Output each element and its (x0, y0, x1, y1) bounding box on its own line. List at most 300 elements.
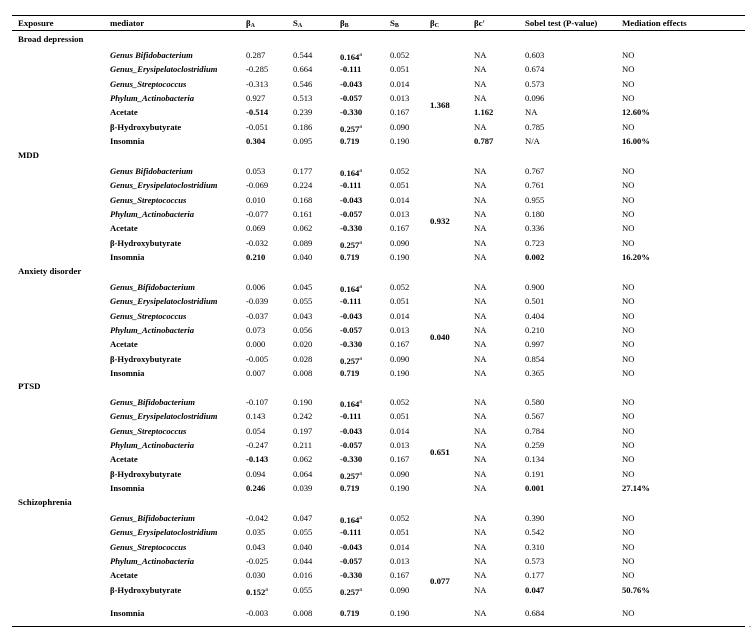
s-a-cell-value: 0.040 (293, 541, 313, 552)
beta-b-cell-value: -0.111 (340, 180, 362, 191)
beta-a-cell-value: -0.042 (246, 513, 269, 523)
s-a-cell-value: 0.008 (293, 368, 313, 379)
mediator-cell (110, 77, 186, 91)
s-a-cell (293, 91, 312, 105)
s-a-cell (293, 606, 312, 620)
s-b-cell (390, 438, 409, 452)
mediator-cell (110, 554, 194, 568)
effect-cell-value: NO (622, 121, 635, 132)
beta-c-prime-cell-value: NA (474, 339, 487, 350)
sobel-cell (525, 294, 544, 308)
effect-cell-value: NO (622, 570, 635, 581)
beta-c-prime-cell (474, 48, 486, 62)
s-b-cell (390, 309, 409, 323)
mediator-cell (110, 309, 186, 323)
effect-cell-value: NO (622, 397, 635, 407)
effect-cell-value: 50.76% (622, 584, 650, 595)
beta-c-prime-cell (474, 280, 486, 294)
beta-c-prime-cell (474, 366, 486, 380)
s-a-cell-value: 0.008 (293, 608, 313, 619)
s-b-cell-value: 0.014 (390, 194, 410, 205)
effect-cell-value: NO (622, 209, 635, 220)
beta-c-prime-cell-value: 0.787 (474, 136, 494, 147)
beta-a-cell-value: -0.247 (246, 440, 269, 451)
mediator-cell-value: Insomnia (110, 483, 145, 494)
effect-cell-value: NO (622, 608, 635, 619)
mediator-cell (110, 511, 195, 525)
table-row (12, 511, 745, 525)
table-row (12, 337, 745, 351)
mediator-cell-value: Genus_Streptococcus (110, 78, 187, 89)
beta-b-cell (340, 424, 362, 438)
effect-cell-value: NO (622, 237, 635, 248)
s-b-cell-value: 0.190 (390, 136, 410, 147)
s-b-cell (390, 120, 409, 134)
s-a-cell (293, 62, 312, 76)
beta-a-cell (246, 309, 268, 323)
sobel-cell-value: 0.047 (525, 584, 545, 595)
sobel-cell (525, 452, 544, 466)
effect-cell-value: NO (622, 223, 635, 234)
s-b-cell (390, 395, 409, 409)
sobel-cell (525, 606, 544, 620)
sobel-cell (525, 91, 544, 105)
effect-cell (622, 583, 650, 597)
beta-c-prime-cell (474, 409, 486, 423)
table-bottom-rule (12, 626, 745, 627)
effect-cell-value: NO (622, 282, 635, 292)
s-a-cell (293, 525, 312, 539)
effect-cell (622, 352, 634, 366)
beta-c-prime-cell-value: NA (474, 93, 487, 104)
footnote-marker: a (359, 355, 363, 362)
effect-cell (622, 467, 634, 481)
beta-b-cell (340, 525, 361, 539)
sobel-cell (525, 120, 544, 134)
beta-c-prime-cell (474, 568, 486, 582)
s-a-cell (293, 193, 312, 207)
beta-c-prime-cell (474, 193, 486, 207)
beta-c-prime-cell (474, 525, 486, 539)
sobel-cell-value: 0.785 (525, 121, 545, 132)
sobel-cell (525, 250, 544, 264)
s-a-cell-value: 0.056 (293, 325, 313, 336)
effect-cell (622, 164, 634, 178)
beta-b-cell-value: 0.719 (340, 252, 360, 263)
beta-b-cell (340, 366, 359, 380)
beta-c-prime-cell-value: NA (474, 527, 487, 538)
group-title: PTSD (18, 381, 41, 391)
beta-a-cell (246, 424, 265, 438)
beta-b-cell (340, 91, 362, 105)
sobel-cell (525, 62, 544, 76)
mediator-cell-value: Genus_Bifidobacterium (110, 513, 195, 523)
sobel-cell-value: 0.854 (525, 353, 545, 364)
sobel-cell (525, 236, 544, 250)
table-row (12, 309, 745, 323)
mediator-cell-value: Phylum_Actinobacteria (110, 556, 195, 567)
beta-b-cell (340, 105, 362, 119)
s-b-cell-value: 0.167 (390, 339, 410, 350)
s-b-cell-value: 0.052 (390, 397, 410, 407)
beta-b-cell-value: 0.257 (340, 470, 360, 481)
effect-cell (622, 105, 650, 119)
table-row (12, 554, 745, 568)
s-b-cell (390, 467, 409, 481)
table-row (12, 606, 745, 620)
beta-b-cell-value: -0.111 (340, 527, 362, 538)
effect-cell (622, 294, 634, 308)
s-a-cell (293, 48, 312, 62)
beta-c-prime-cell (474, 606, 486, 620)
beta-a-cell-value: -0.039 (246, 296, 269, 307)
beta-b-cell-value: -0.111 (340, 296, 362, 307)
s-a-cell (293, 424, 312, 438)
beta-c-prime-cell (474, 77, 486, 91)
beta-a-cell (246, 236, 268, 250)
s-b-cell-value: 0.014 (390, 541, 410, 552)
beta-c-prime-cell (474, 105, 493, 119)
beta-b-cell (340, 250, 359, 264)
sobel-cell (525, 337, 544, 351)
sobel-cell-value: 0.674 (525, 64, 545, 75)
beta-c-prime-cell-value: NA (474, 454, 487, 465)
beta-c-prime-cell (474, 250, 486, 264)
mediator-cell-value: Acetate (110, 570, 138, 581)
table-top-rule (12, 15, 745, 16)
mediator-cell-value: Acetate (110, 223, 138, 234)
s-b-cell-value: 0.167 (390, 454, 410, 465)
beta-c-prime-cell-value: NA (474, 570, 487, 581)
beta-a-cell-value: 0.007 (246, 368, 266, 379)
beta-c-prime-cell-value: NA (474, 608, 487, 619)
beta-c-value: 0.651 (430, 447, 450, 458)
table-row (12, 62, 745, 76)
header-s-b: $S_B$ (390, 18, 399, 29)
table-row (12, 467, 745, 481)
beta-a-cell-value: 0.053 (246, 166, 266, 176)
sobel-cell-value: 0.365 (525, 368, 545, 379)
footnote-marker: a (359, 239, 363, 246)
s-b-cell-value: 0.052 (390, 513, 410, 523)
effect-cell (622, 250, 650, 264)
beta-c-prime-cell (474, 481, 486, 495)
beta-c-prime-cell-value: NA (474, 483, 487, 494)
beta-c-prime-cell (474, 294, 486, 308)
sobel-cell-value: 0.210 (525, 325, 545, 336)
effect-cell (622, 452, 634, 466)
effect-cell (622, 424, 634, 438)
effect-cell (622, 91, 634, 105)
sobel-cell (525, 207, 544, 221)
s-a-cell (293, 583, 312, 597)
sobel-cell-value: 0.573 (525, 78, 545, 89)
effect-cell-value: NO (622, 411, 635, 422)
beta-b-cell (340, 337, 362, 351)
effect-cell-value: NO (622, 166, 635, 176)
beta-a-cell-value: 0.035 (246, 527, 266, 538)
sobel-cell-value: 0.603 (525, 50, 545, 60)
s-a-cell (293, 366, 312, 380)
s-a-cell (293, 511, 312, 525)
s-b-cell-value: 0.013 (390, 209, 410, 220)
beta-c-prime-cell-value: NA (474, 440, 487, 451)
table-row (12, 164, 745, 178)
effect-cell (622, 193, 634, 207)
mediator-cell (110, 568, 138, 582)
s-a-cell (293, 568, 312, 582)
s-a-cell (293, 540, 312, 554)
beta-a-cell (246, 77, 268, 91)
beta-a-cell (246, 280, 265, 294)
effect-cell-value: NO (622, 468, 635, 479)
beta-c-prime-cell (474, 221, 486, 235)
mediator-cell-value: β-Hydroxybutyrate (110, 121, 182, 132)
s-b-cell-value: 0.052 (390, 50, 410, 60)
s-a-cell-value: 0.064 (293, 468, 313, 479)
effect-cell (622, 236, 634, 250)
sobel-cell-value: NA (525, 107, 538, 118)
mediator-cell (110, 193, 186, 207)
beta-c-prime-cell-value: NA (474, 194, 487, 205)
sobel-cell (525, 554, 544, 568)
beta-c-prime-cell (474, 352, 486, 366)
mediator-cell-value: Genus Bifidobacterium (110, 50, 193, 60)
effect-cell (622, 525, 634, 539)
s-b-cell (390, 134, 409, 148)
sobel-cell-value: 0.573 (525, 556, 545, 567)
beta-c-value: 0.077 (430, 576, 450, 587)
s-a-cell (293, 221, 312, 235)
beta-a-cell-value: 0.054 (246, 425, 266, 436)
beta-a-cell (246, 606, 268, 620)
s-b-cell (390, 62, 409, 76)
mediator-cell (110, 337, 138, 351)
beta-a-cell-value: 0.010 (246, 194, 266, 205)
sobel-cell-value: 0.567 (525, 411, 545, 422)
beta-a-cell-value: 0.210 (246, 252, 266, 263)
s-b-cell-value: 0.167 (390, 570, 410, 581)
table-row (12, 48, 745, 62)
mediator-cell (110, 221, 138, 235)
s-a-cell (293, 294, 312, 308)
beta-a-cell (246, 164, 265, 178)
effect-cell (622, 337, 634, 351)
sobel-cell (525, 221, 544, 235)
beta-c-prime-cell (474, 583, 486, 597)
beta-a-cell-value: 0.246 (246, 483, 266, 494)
s-a-cell (293, 236, 312, 250)
effect-cell-value: NO (622, 93, 635, 104)
beta-b-cell (340, 207, 362, 221)
s-a-cell-value: 0.089 (293, 237, 313, 248)
effect-cell (622, 323, 634, 337)
beta-c-value: 0.040 (430, 332, 450, 343)
beta-b-cell-value: 0.164 (340, 284, 360, 294)
mediator-cell-value: β-Hydroxybutyrate (110, 353, 182, 364)
beta-b-cell-value: 0.719 (340, 608, 360, 619)
footnote-marker: a (359, 399, 363, 405)
effect-cell-value: NO (622, 50, 635, 60)
mediator-cell (110, 250, 144, 264)
beta-a-cell (246, 481, 265, 495)
beta-c-prime-cell-value: NA (474, 411, 487, 422)
table-row (12, 193, 745, 207)
s-a-cell-value: 0.020 (293, 339, 313, 350)
beta-a-cell-value: -0.285 (246, 64, 269, 75)
mediator-cell-value: Genus_Erysipelatoclostridium (110, 411, 218, 422)
s-a-cell-value: 0.040 (293, 252, 313, 263)
s-b-cell (390, 352, 409, 366)
sobel-cell-value: 0.002 (525, 252, 545, 263)
beta-c-prime-cell-value: NA (474, 282, 487, 292)
mediator-cell (110, 395, 195, 409)
beta-b-cell-value: -0.330 (340, 570, 363, 581)
table-row (12, 409, 745, 423)
effect-cell-value: NO (622, 78, 635, 89)
beta-a-cell-value: -0.025 (246, 556, 269, 567)
header-effects: Mediation effects (622, 18, 687, 28)
sobel-cell (525, 583, 544, 597)
mediator-cell-value: Phylum_Actinobacteria (110, 93, 195, 104)
s-a-cell (293, 452, 312, 466)
table-row (12, 395, 745, 409)
group-title: Anxiety disorder (18, 266, 82, 276)
beta-c-prime-cell-value: NA (474, 556, 487, 567)
effect-cell (622, 120, 634, 134)
sobel-cell-value: 0.177 (525, 570, 545, 581)
s-b-cell (390, 164, 409, 178)
sobel-cell (525, 323, 544, 337)
beta-c-prime-cell-value: NA (474, 252, 487, 263)
beta-a-cell (246, 221, 265, 235)
effect-cell (622, 409, 634, 423)
beta-b-cell (340, 554, 362, 568)
sobel-cell (525, 309, 544, 323)
table-row (12, 540, 745, 554)
s-b-cell (390, 48, 409, 62)
sobel-cell (525, 193, 544, 207)
s-b-cell-value: 0.090 (390, 237, 410, 248)
s-a-cell-value: 0.045 (293, 282, 313, 292)
s-b-cell-value: 0.052 (390, 282, 410, 292)
beta-a-cell (246, 193, 265, 207)
mediator-cell-value: Acetate (110, 339, 138, 350)
effect-cell-value: NO (622, 527, 635, 538)
effect-cell-value: NO (622, 425, 635, 436)
effect-cell (622, 438, 634, 452)
sobel-cell-value: 0.723 (525, 237, 545, 248)
sobel-cell-value: 0.001 (525, 483, 545, 494)
sobel-cell-value: 0.390 (525, 513, 545, 523)
s-a-cell (293, 134, 312, 148)
beta-a-cell (246, 178, 268, 192)
beta-b-cell-value: 0.719 (340, 136, 360, 147)
mediator-cell-value: Genus_Erysipelatoclostridium (110, 64, 218, 75)
mediator-cell (110, 91, 194, 105)
s-a-cell-value: 0.546 (293, 78, 313, 89)
beta-c-prime-cell-value: NA (474, 513, 487, 523)
effect-cell-value: 16.20% (622, 252, 650, 263)
sobel-cell-value: 0.767 (525, 166, 545, 176)
mediator-cell-value: Genus Bifidobacterium (110, 166, 193, 176)
beta-b-cell (340, 193, 362, 207)
sobel-cell-value: 0.404 (525, 310, 545, 321)
s-b-cell (390, 337, 409, 351)
header-mediator: mediator (110, 18, 145, 28)
s-a-cell (293, 207, 312, 221)
mediator-cell (110, 323, 194, 337)
s-a-cell (293, 120, 312, 134)
s-a-cell (293, 105, 312, 119)
beta-c-prime-cell-value: NA (474, 50, 487, 60)
beta-a-cell (246, 352, 268, 366)
sobel-cell-value: 0.096 (525, 93, 545, 104)
beta-c-prime-cell-value: NA (474, 78, 487, 89)
mediator-cell (110, 540, 186, 554)
beta-a-cell-value: 0.069 (246, 223, 266, 234)
beta-b-cell-value: -0.043 (340, 310, 363, 321)
sobel-cell-value: 0.684 (525, 608, 545, 619)
s-a-cell (293, 481, 312, 495)
beta-c-prime-cell (474, 452, 486, 466)
s-a-cell-value: 0.513 (293, 93, 313, 104)
footnote-marker: a (359, 123, 363, 130)
sobel-cell-value: 0.761 (525, 180, 545, 191)
sobel-cell (525, 105, 537, 119)
s-a-cell-value: 0.664 (293, 64, 313, 75)
mediator-cell (110, 280, 195, 294)
beta-c-prime-cell-value: NA (474, 397, 487, 407)
sobel-cell (525, 280, 544, 294)
effect-cell (622, 395, 634, 409)
beta-a-cell (246, 323, 265, 337)
beta-a-cell-value: 0.073 (246, 325, 266, 336)
beta-c-prime-cell (474, 467, 486, 481)
sobel-cell (525, 438, 544, 452)
table-row (12, 452, 745, 466)
table-row (12, 481, 745, 495)
beta-a-cell (246, 337, 265, 351)
beta-c-prime-cell-value: NA (474, 180, 487, 191)
beta-a-cell (246, 62, 268, 76)
beta-a-cell-value: 0.094 (246, 468, 266, 479)
beta-c-prime-cell (474, 164, 486, 178)
effect-cell (622, 366, 634, 380)
beta-b-cell-value: -0.057 (340, 440, 363, 451)
beta-b-cell (340, 438, 362, 452)
s-a-cell (293, 309, 312, 323)
sobel-cell (525, 77, 544, 91)
beta-a-cell-value: -0.107 (246, 397, 269, 407)
effect-cell-value: NO (622, 180, 635, 191)
effect-cell (622, 221, 634, 235)
mediation-table (12, 10, 751, 632)
beta-a-cell (246, 105, 268, 119)
beta-a-cell (246, 438, 268, 452)
beta-c-prime-cell-value: NA (474, 310, 487, 321)
beta-c-prime-cell (474, 91, 486, 105)
beta-b-cell-value: -0.043 (340, 194, 363, 205)
beta-a-cell (246, 540, 265, 554)
s-b-cell (390, 511, 409, 525)
mediator-cell (110, 525, 217, 539)
beta-a-cell-value: 0.043 (246, 541, 266, 552)
beta-c-prime-cell (474, 207, 486, 221)
effect-cell-value: NO (622, 353, 635, 364)
sobel-cell-value: 0.191 (525, 468, 545, 479)
s-a-cell (293, 467, 312, 481)
